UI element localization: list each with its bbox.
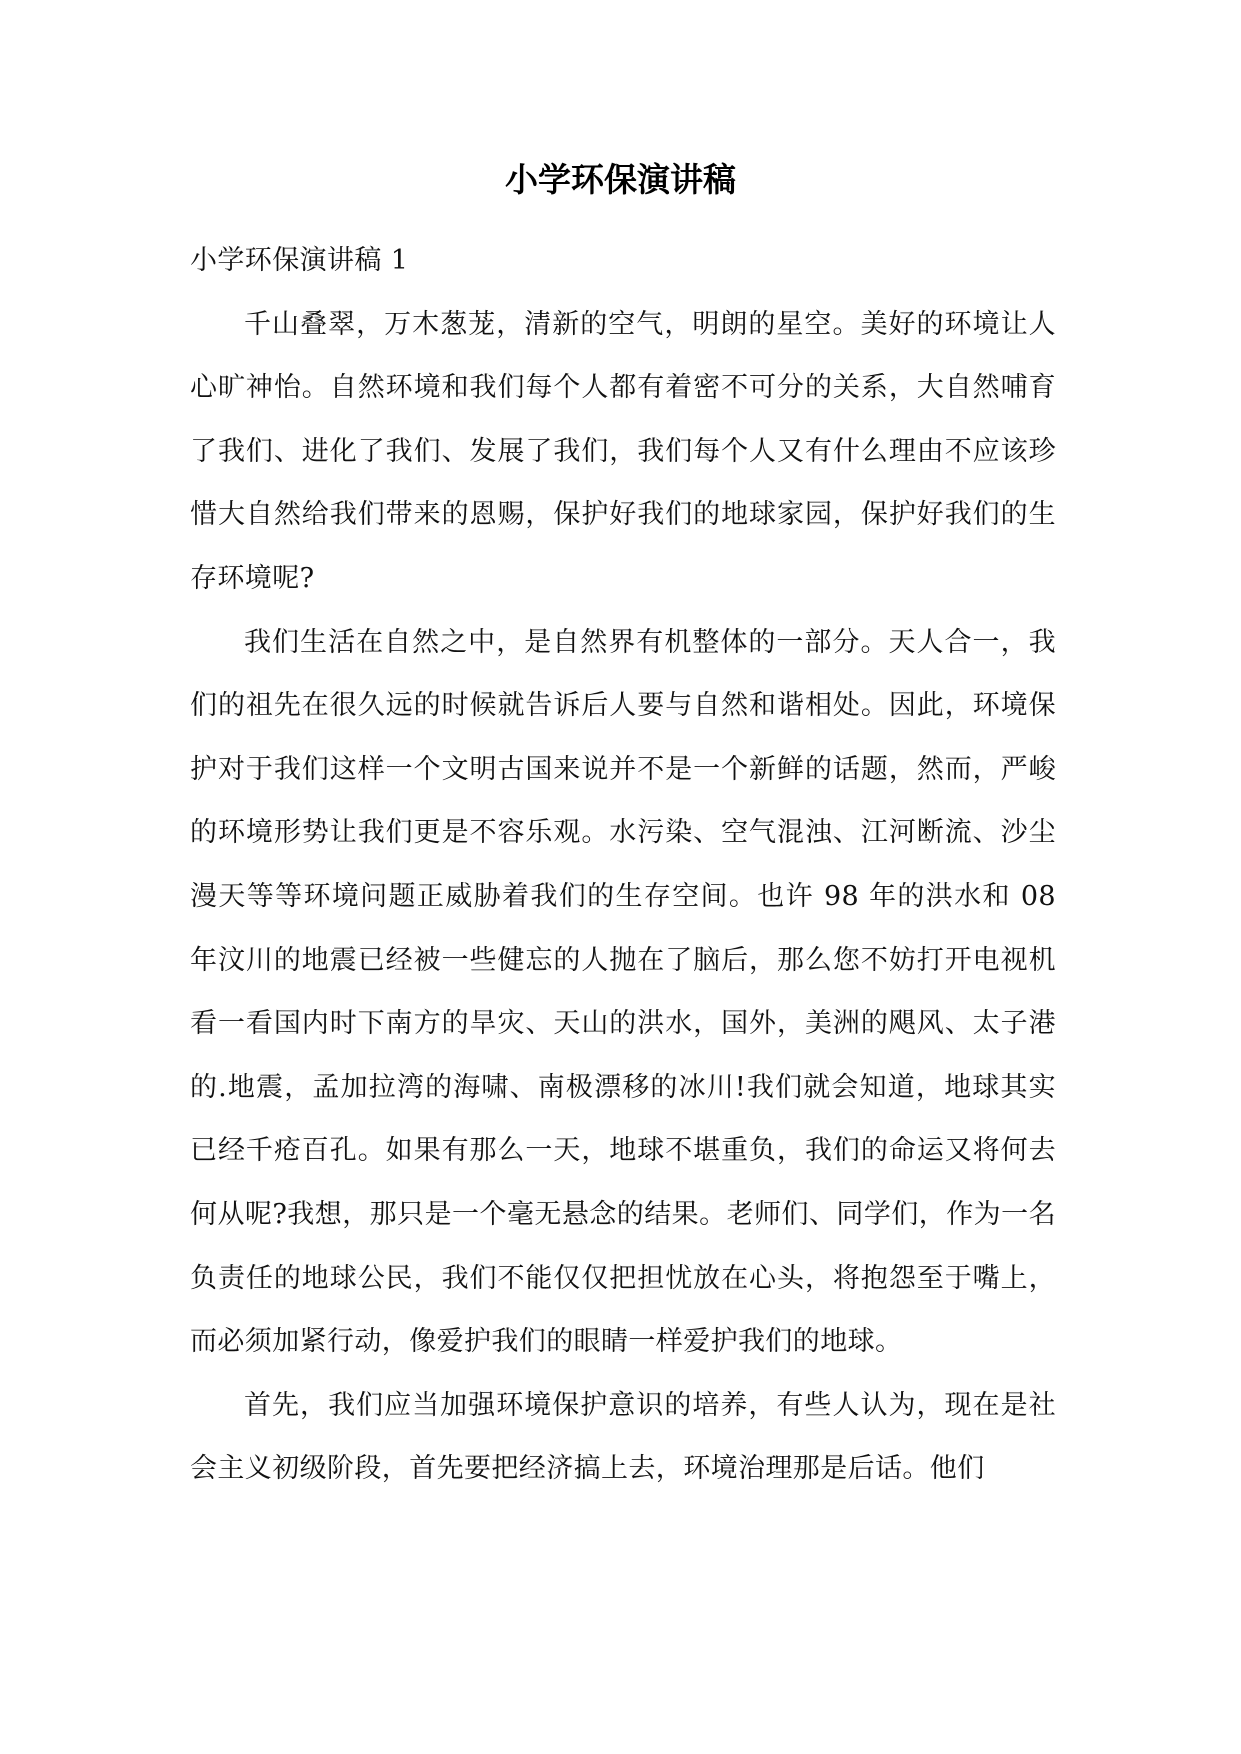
- paragraph-2: 我们生活在自然之中，是自然界有机整体的一部分。天人合一，我们的祖先在很久远的时候就告诉后人要与自然和谐相处。因此，环境保护对于我们这样一个文明古国来说并不是一个新鲜的话题，然而，严峻的环境形势让我们更是不容乐观。水污染、空气混浊、江河断流、沙尘漫天等等环境问题正威胁着我们的生存空间。也许 98 年的洪水和 08 年汶川的地震已经被一些健忘的人抛在了脑后，那么您不妨打开电视机看一看国内时下南方的旱灾、天山的洪水，国外，美洲的飓风、太子港的.地震，孟加拉湾的海啸、南极漂移的冰川!我们就会知道，地球其实已经千疮百孔。如果有那么一天，地球不堪重负，我们的命运又将何去何从呢?我想，那只是一个毫无悬念的结果。老师们、同学们，作为一名负责任的地球公民，我们不能仅仅把担忧放在心头，将抱怨至于嘴上，而必须加紧行动，像爱护我们的眼睛一样爱护我们的地球。: [190, 626, 1056, 1358]
- paragraph-3: 首先，我们应当加强环境保护意识的培养，有些人认为，现在是社会主义初级阶段，首先要把经济搞上去，环境治理那是后话。他们: [190, 1389, 1056, 1485]
- section-heading: 小学环保演讲稿 1: [190, 245, 409, 276]
- paragraph-1: 千山叠翠，万木葱茏，清新的空气，明朗的星空。美好的环境让人心旷神怡。自然环境和我们每个人都有着密不可分的关系，大自然哺育了我们、进化了我们、发展了我们，我们每个人又有什么理由不应该珍惜大自然给我们带来的恩赐，保护好我们的地球家园，保护好我们的生存环境呢?: [190, 308, 1056, 594]
- document-title: 小学环保演讲稿: [505, 160, 736, 199]
- document-body: [190, 229, 1056, 1501]
